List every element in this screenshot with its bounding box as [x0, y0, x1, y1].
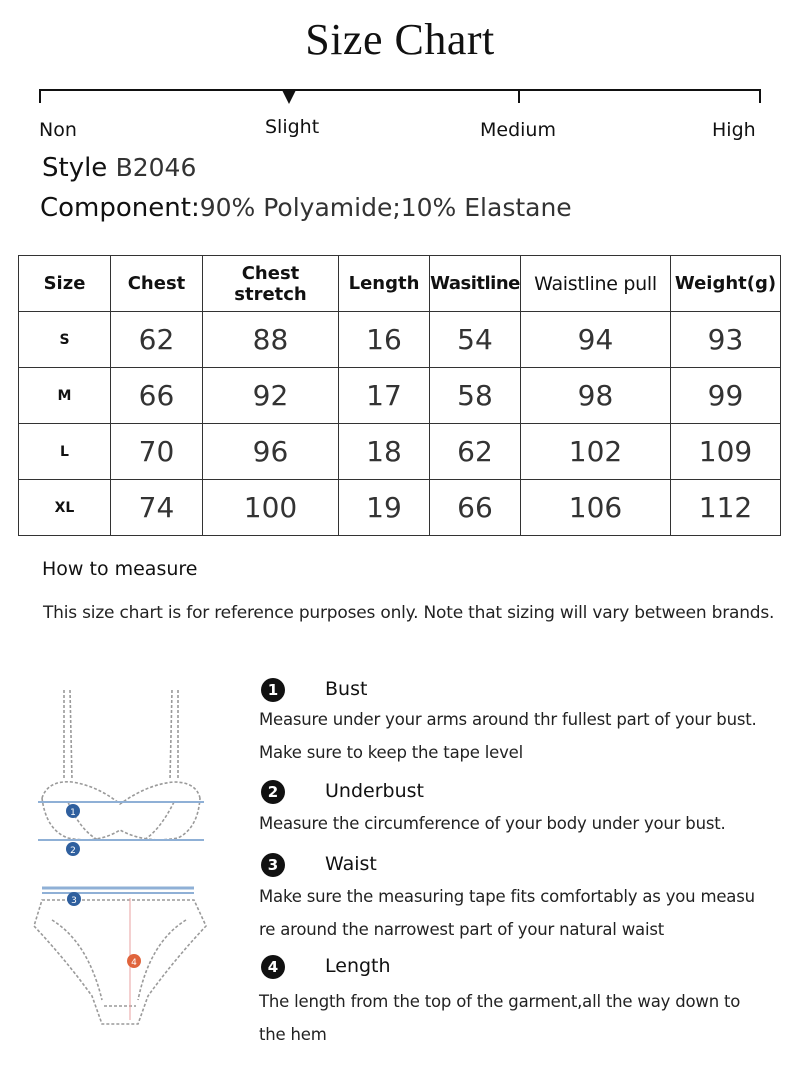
cell-waistline-pull: 102 — [521, 424, 671, 480]
component-line — [40, 193, 572, 223]
cell-length: 18 — [339, 424, 430, 480]
cell-weight: 99 — [671, 368, 781, 424]
step-title: Bust — [325, 678, 368, 700]
table-row — [19, 368, 781, 424]
table-row — [19, 424, 781, 480]
step-text: Measure the circumference of your body under your bust. — [259, 814, 726, 833]
cell-size: L — [19, 424, 111, 480]
cell-chest-stretch: 96 — [203, 424, 339, 480]
header-waistline: Wasitline — [430, 256, 521, 312]
cell-size: S — [19, 312, 111, 368]
cell-waistline: 54 — [430, 312, 521, 368]
scale-label-medium: Medium — [480, 119, 556, 141]
cell-weight: 109 — [671, 424, 781, 480]
step-text: Make sure the measuring tape fits comfortably as you measu — [259, 887, 755, 906]
cell-chest: 62 — [111, 312, 203, 368]
scale-tick-medium — [518, 89, 520, 103]
page-title: Size Chart — [305, 15, 495, 64]
step-title: Waist — [325, 853, 377, 875]
cell-waistline: 58 — [430, 368, 521, 424]
cell-waistline: 66 — [430, 480, 521, 536]
marker-1-icon — [66, 804, 80, 818]
how-to-measure-heading: How to measure — [42, 558, 198, 580]
style-value: B2046 — [115, 153, 197, 182]
garment-illustration — [28, 680, 208, 1050]
scale-line — [39, 89, 761, 91]
size-table — [18, 255, 781, 536]
marker-4-icon — [127, 954, 141, 968]
style-line — [42, 153, 196, 183]
table-row — [19, 312, 781, 368]
table-row — [19, 480, 781, 536]
cell-chest-stretch: 88 — [203, 312, 339, 368]
step-3-badge-icon: 3 — [261, 853, 285, 877]
header-size: Size — [19, 256, 111, 312]
cell-chest: 70 — [111, 424, 203, 480]
cell-size: M — [19, 368, 111, 424]
step-2-badge-icon: 2 — [261, 780, 285, 804]
step-title: Underbust — [325, 780, 424, 802]
cell-waistline-pull: 94 — [521, 312, 671, 368]
step-title: Length — [325, 955, 391, 977]
reference-note: This size chart is for reference purposes only. Note that sizing will vary between brands. — [43, 603, 775, 623]
cell-waistline-pull: 106 — [521, 480, 671, 536]
cell-size: XL — [19, 480, 111, 536]
header-waistline-pull: Waistline pull — [521, 256, 671, 312]
marker-3-icon — [67, 892, 81, 906]
marker-2-icon — [66, 842, 80, 856]
header-length: Length — [339, 256, 430, 312]
cell-waistline-pull: 98 — [521, 368, 671, 424]
svg-text:4: 4 — [131, 958, 137, 968]
scale-label-high: High — [712, 119, 756, 141]
cell-waistline: 62 — [430, 424, 521, 480]
scale-label-slight: Slight — [265, 116, 320, 138]
scale-tick-high — [759, 89, 761, 103]
header-chest-stretch: Chest stretch — [203, 256, 339, 312]
cell-chest: 66 — [111, 368, 203, 424]
cell-length: 17 — [339, 368, 430, 424]
cell-weight: 112 — [671, 480, 781, 536]
svg-text:2: 2 — [70, 846, 76, 856]
scale-marker-icon — [282, 90, 296, 104]
step-text: the hem — [259, 1025, 327, 1044]
style-label: Style — [42, 153, 108, 183]
cell-length: 19 — [339, 480, 430, 536]
table-header-row — [19, 256, 781, 312]
cell-length: 16 — [339, 312, 430, 368]
scale-tick-non — [39, 89, 41, 103]
cell-chest: 74 — [111, 480, 203, 536]
header-chest: Chest — [111, 256, 203, 312]
step-4-badge-icon: 4 — [261, 955, 285, 979]
step-text: re around the narrowest part of your natural waist — [259, 920, 664, 939]
scale-label-non: Non — [39, 119, 77, 141]
step-1-badge-icon: 1 — [261, 678, 285, 702]
svg-text:3: 3 — [71, 896, 77, 906]
component-label: Component: — [40, 193, 200, 223]
step-text: The length from the top of the garment,all the way down to — [259, 992, 741, 1011]
header-weight: Weight(g) — [671, 256, 781, 312]
step-text: Measure under your arms around thr fullest part of your bust. — [259, 710, 757, 729]
svg-text:1: 1 — [70, 808, 76, 818]
cell-chest-stretch: 100 — [203, 480, 339, 536]
step-text: Make sure to keep the tape level — [259, 743, 523, 762]
cell-chest-stretch: 92 — [203, 368, 339, 424]
component-value: 90% Polyamide;10% Elastane — [199, 193, 572, 222]
cell-weight: 93 — [671, 312, 781, 368]
